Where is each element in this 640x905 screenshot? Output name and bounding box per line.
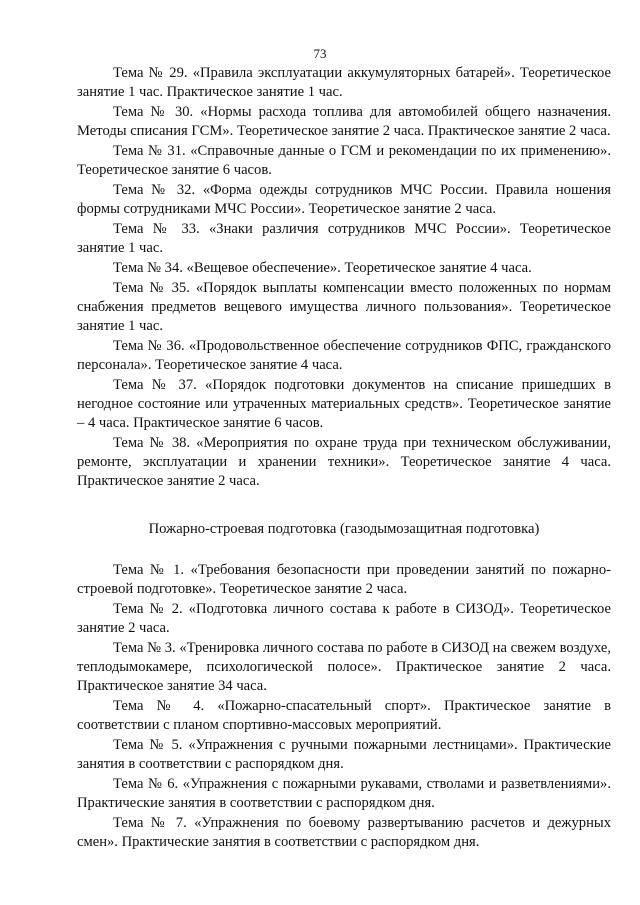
topic-35: Тема № 35. «Порядок выплаты компенсации вместо положенных по нормам снабжения предметов вещевого имущества личного пользования». Теоретическое занятие 1 час. — [77, 280, 611, 334]
topic-1: Тема № 1. «Требования безопасности при проведении занятий по пожарно-строевой подготовке». Теоретическое занятие 2 часа. — [77, 562, 611, 597]
topic-32: Тема № 32. «Форма одежды сотрудников МЧС России. Правила ношения формы сотрудниками МЧС России». Теоретическое занятие 2 часа. — [77, 182, 611, 217]
section-heading: Пожарно-строевая подготовка (газодымозащитная подготовка) — [148, 521, 540, 537]
page-number: 73 — [313, 46, 327, 61]
topic-4: Тема № 4. «Пожарно-спасательный спорт». Практическое занятие в соответствии с планом спортивно-массовых мероприятий. — [77, 698, 611, 733]
topic-2: Тема № 2. «Подготовка личного состава к работе в СИЗОД». Теоретическое занятие 2 часа. — [77, 601, 611, 636]
topic-6: Тема № 6. «Упражнения с пожарными рукавами, стволами и разветвлениями». Практические занятия в соответствии с распорядком дня. — [77, 776, 611, 811]
topic-34: Тема № 34. «Вещевое обеспечение». Теоретическое занятие 4 часа. — [113, 260, 532, 276]
topic-38: Тема № 38. «Мероприятия по охране труда при техническом обслуживании, ремонте, эксплуатации и хранении техники». Теоретическое занятие 4 часа. Практическое занятие 2 часа. — [77, 435, 611, 489]
topic-30: Тема № 30. «Нормы расхода топлива для автомобилей общего назначения. Методы списания ГСМ». Теоретическое занятие 2 часа. Практическое занятие 2 часа. — [77, 104, 611, 139]
topic-33: Тема № 33. «Знаки различия сотрудников МЧС России». Теоретическое занятие 1 час. — [77, 221, 611, 256]
topic-36: Тема № 36. «Продовольственное обеспечение сотрудников ФПС, гражданского персонала». Теоретическое занятие 4 часа. — [77, 338, 611, 373]
topic-3: Тема № 3. «Тренировка личного состава по работе в СИЗОД на свежем воздухе, теплодымокамере, психологической полосе». Практическое занятие 2 часа. Практическое занятие 34 часа. — [77, 640, 611, 694]
page-content — [77, 64, 611, 853]
topic-37: Тема № 37. «Порядок подготовки документов на списание пришедших в негодное состояние или утраченных материальных средств». Теоретическое занятие – 4 часа. Практическое занятие 6 часов. — [77, 377, 611, 431]
topic-5: Тема № 5. «Упражнения с ручными пожарными лестницами». Практические занятия в соответствии с распорядком дня. — [77, 737, 611, 772]
topic-7: Тема № 7. «Упражнения по боевому развертыванию расчетов и дежурных смен». Практические занятия в соответствии с распорядком дня. — [77, 815, 611, 850]
topic-29: Тема № 29. «Правила эксплуатации аккумуляторных батарей». Теоретическое занятие 1 час. Практическое занятие 1 час. — [77, 65, 611, 100]
topic-31: Тема № 31. «Справочные данные о ГСМ и рекомендации по их применению». Теоретическое занятие 6 часов. — [77, 143, 611, 178]
